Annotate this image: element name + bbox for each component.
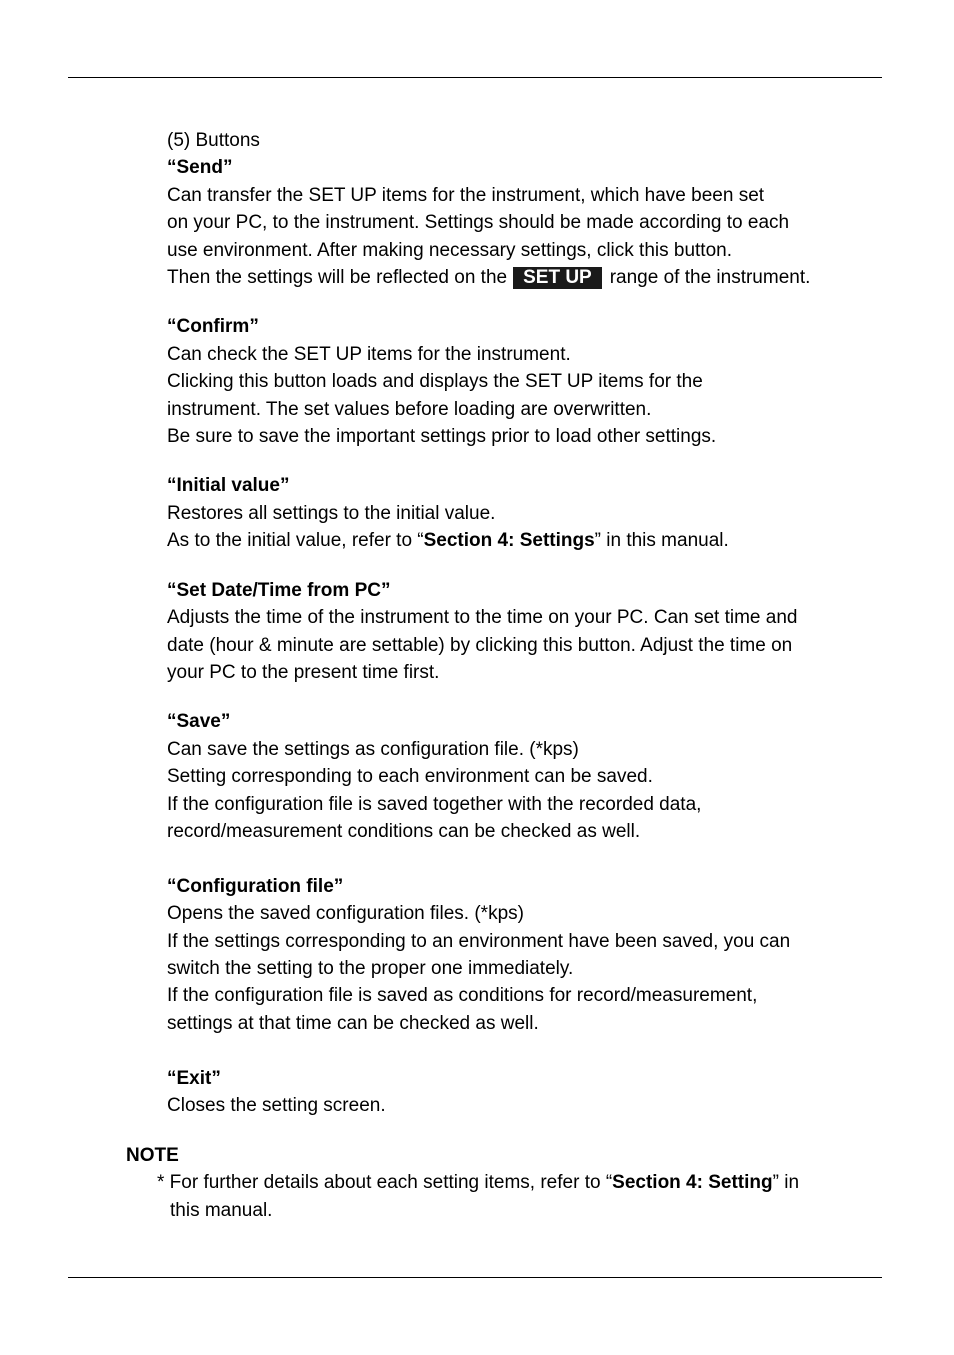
header-rule <box>68 77 882 78</box>
datetime-line: Adjusts the time of the instrument to the time on your PC. Can set time and <box>167 607 798 629</box>
send-line: on your PC, to the instrument. Settings should be made according to each <box>167 212 790 234</box>
initial-ref-section: Section 4: Settings <box>423 530 595 552</box>
send-title: “Send” <box>167 157 233 179</box>
note-title: NOTE <box>126 1145 179 1166</box>
send-text-before: Then the settings will be reflected on the <box>167 267 508 289</box>
initial-ref-before: As to the initial value, refer to “ <box>167 530 424 552</box>
send-text-after: range of the instrument. <box>609 267 811 289</box>
datetime-title: “Set Date/Time from PC” <box>167 579 391 601</box>
confirm-title: “Confirm” <box>167 316 259 338</box>
exit-title: “Exit” <box>167 1067 221 1089</box>
confirm-line: Be sure to save the important settings prior to load other settings. <box>167 426 717 448</box>
send-line: use environment. After making necessary settings, click this button. <box>167 239 732 261</box>
exit-line: Closes the setting screen. <box>167 1094 386 1116</box>
config-line: If the settings corresponding to an environment have been saved, you can <box>167 930 791 952</box>
save-line: Setting corresponding to each environment can be saved. <box>167 766 653 788</box>
note-ref-before: * For further details about each setting items, refer to “ <box>157 1172 613 1194</box>
config-line: If the configuration file is saved as conditions for record/measurement, <box>167 985 758 1007</box>
datetime-line: your PC to the present time first. <box>167 661 440 683</box>
save-title: “Save” <box>167 711 231 733</box>
buttons-description <box>167 127 887 1119</box>
initial-title: “Initial value” <box>167 475 290 497</box>
save-line: record/measurement conditions can be checked as well. <box>167 820 641 842</box>
note-block <box>126 1142 866 1224</box>
note-ref-section: Section 4: Setting <box>612 1172 773 1194</box>
save-line: If the configuration file is saved together with the recorded data, <box>167 793 702 815</box>
config-title: “Configuration file” <box>167 875 344 897</box>
footer-rule <box>68 1277 882 1278</box>
send-line: Can transfer the SET UP items for the instrument, which have been set <box>167 184 765 206</box>
note-ref-after: ” in <box>772 1172 800 1194</box>
initial-ref-after: ” in this manual. <box>594 530 729 552</box>
save-line: Can save the settings as configuration file. (*kps) <box>167 738 579 760</box>
config-line: settings at that time can be checked as well. <box>167 1012 539 1034</box>
datetime-line: date (hour & minute are settable) by clicking this button. Adjust the time on <box>167 634 793 656</box>
config-line: Opens the saved configuration files. (*kps) <box>167 903 524 925</box>
note-line <box>157 1169 866 1196</box>
confirm-line: Can check the SET UP items for the instrument. <box>167 343 571 365</box>
setup-key-badge: SET UP <box>513 267 602 289</box>
confirm-line: Clicking this button loads and displays the SET UP items for the <box>167 371 703 393</box>
initial-line: Restores all settings to the initial value. <box>167 502 496 524</box>
config-line: switch the setting to the proper one immediately. <box>167 957 574 979</box>
confirm-line: instrument. The set values before loading are overwritten. <box>167 398 652 420</box>
section-heading: (5) Buttons <box>167 130 260 151</box>
initial-line-ref <box>167 527 887 554</box>
note-line-2: this manual. <box>170 1199 273 1221</box>
send-line-last <box>167 264 887 291</box>
